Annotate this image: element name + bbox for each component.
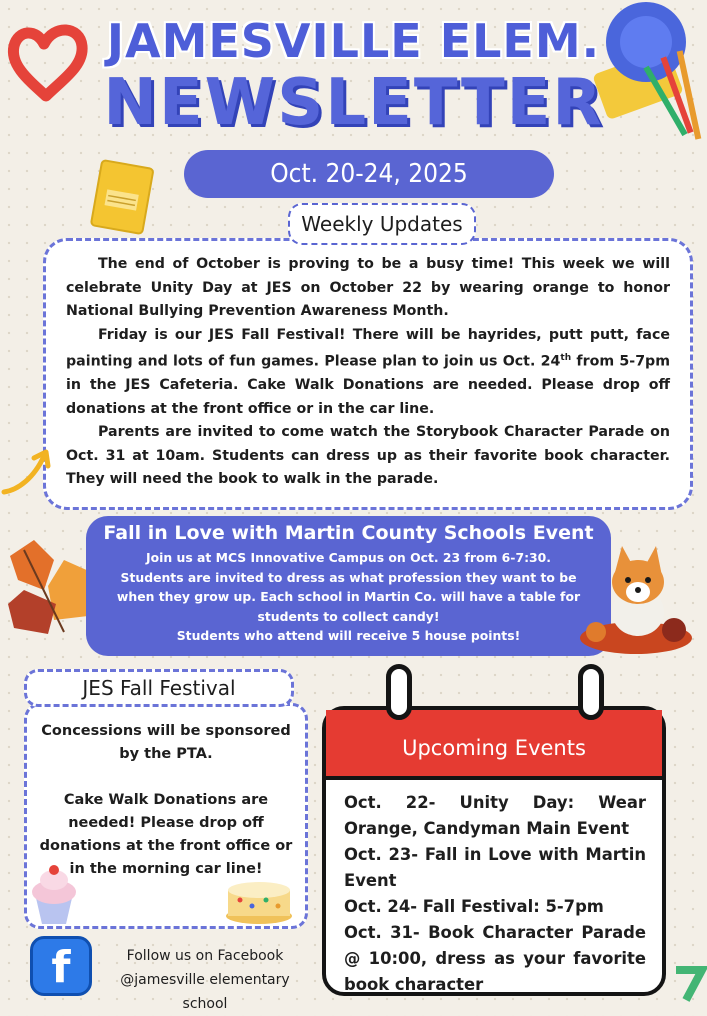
p2-text-a: Friday is our JES Fall Festival! There will be hayrides, putt putt, face painting and lots of fun games. Please plan to join us Oct. 24 [66,326,670,370]
cake-icon [224,876,294,926]
corner-decoration [672,950,707,1000]
festival-p1: Concessions will be sponsored by the PTA. [41,723,291,762]
date-range: Oct. 20-24, 2025 [184,150,554,198]
event-item: Oct. 24- Fall Festival: 5-7pm [344,897,604,916]
facebook-icon[interactable]: f [30,936,92,996]
weekly-updates-label: Weekly Updates [288,203,476,245]
weekly-updates-p1: The end of October is proving to be a busy time! This week we will celebrate Unity Day at JES on October 22 by wearing orange to honor National Bullying Prevention Awareness Month. [66,256,670,319]
p2-text-b: from 5-7pm in the JES Cafeteria. Cake Walk Donations are needed. Please drop off donations at the front office or in the car line. [66,353,670,417]
calendar-ring-right [578,664,604,720]
p2-sup: th [560,353,572,363]
facebook-handle[interactable]: @jamesville elementary school [120,972,290,1012]
fall-in-love-event-box [86,516,611,656]
fall-in-love-line: students to collect candy! [257,608,440,624]
event-item: Oct. 31- Book Character Parade @ 10:00, dress as your favorite book character [344,923,646,994]
upcoming-events-list [326,780,662,998]
arrow-icon [0,442,56,498]
calendar-ring-left [386,664,412,720]
weekly-updates-p2 [66,324,670,422]
cupcake-icon [28,864,80,926]
fall-in-love-line: Students who attend will receive 5 house points! [176,628,521,643]
school-name: JAMESVILLE ELEM. [106,14,601,68]
page-title: NEWSLETTER [103,66,604,140]
fall-in-love-line: Students are invited to dress as what profession they want to be [120,569,577,585]
fall-in-love-line: Join us at MCS Innovative Campus on Oct. 23 from 6-7:30. [146,550,551,565]
follow-label: Follow us on Facebook [126,948,284,964]
festival-p2: Cake Walk Donations are needed! Please drop off donations at the front office or in the morning car line! [39,792,293,877]
notebook-icon [86,158,158,238]
festival-label: JES Fall Festival [24,669,294,707]
follow-us [100,944,310,1016]
fall-in-love-line: when they grow up. Each school in Martin Co. will have a table for [116,589,581,604]
calendar-icon [322,706,666,996]
event-item: Oct. 22- Unity Day: Wear Orange, Candyman Main Event [344,793,646,838]
weekly-updates-box [43,238,693,510]
weekly-updates-p3: Parents are invited to come watch the Storybook Character Parade on Oct. 31 at 10am. Students can dress up as their favorite book character. They will need the book to walk in the parade. [66,424,670,488]
event-item: Oct. 23- Fall in Love with Martin Event [344,845,646,890]
fall-in-love-body [86,548,611,646]
corgi-icon [578,538,694,656]
fall-in-love-title: Fall in Love with Martin County Schools Event [103,522,594,544]
upcoming-events-title: Upcoming Events [326,710,662,780]
